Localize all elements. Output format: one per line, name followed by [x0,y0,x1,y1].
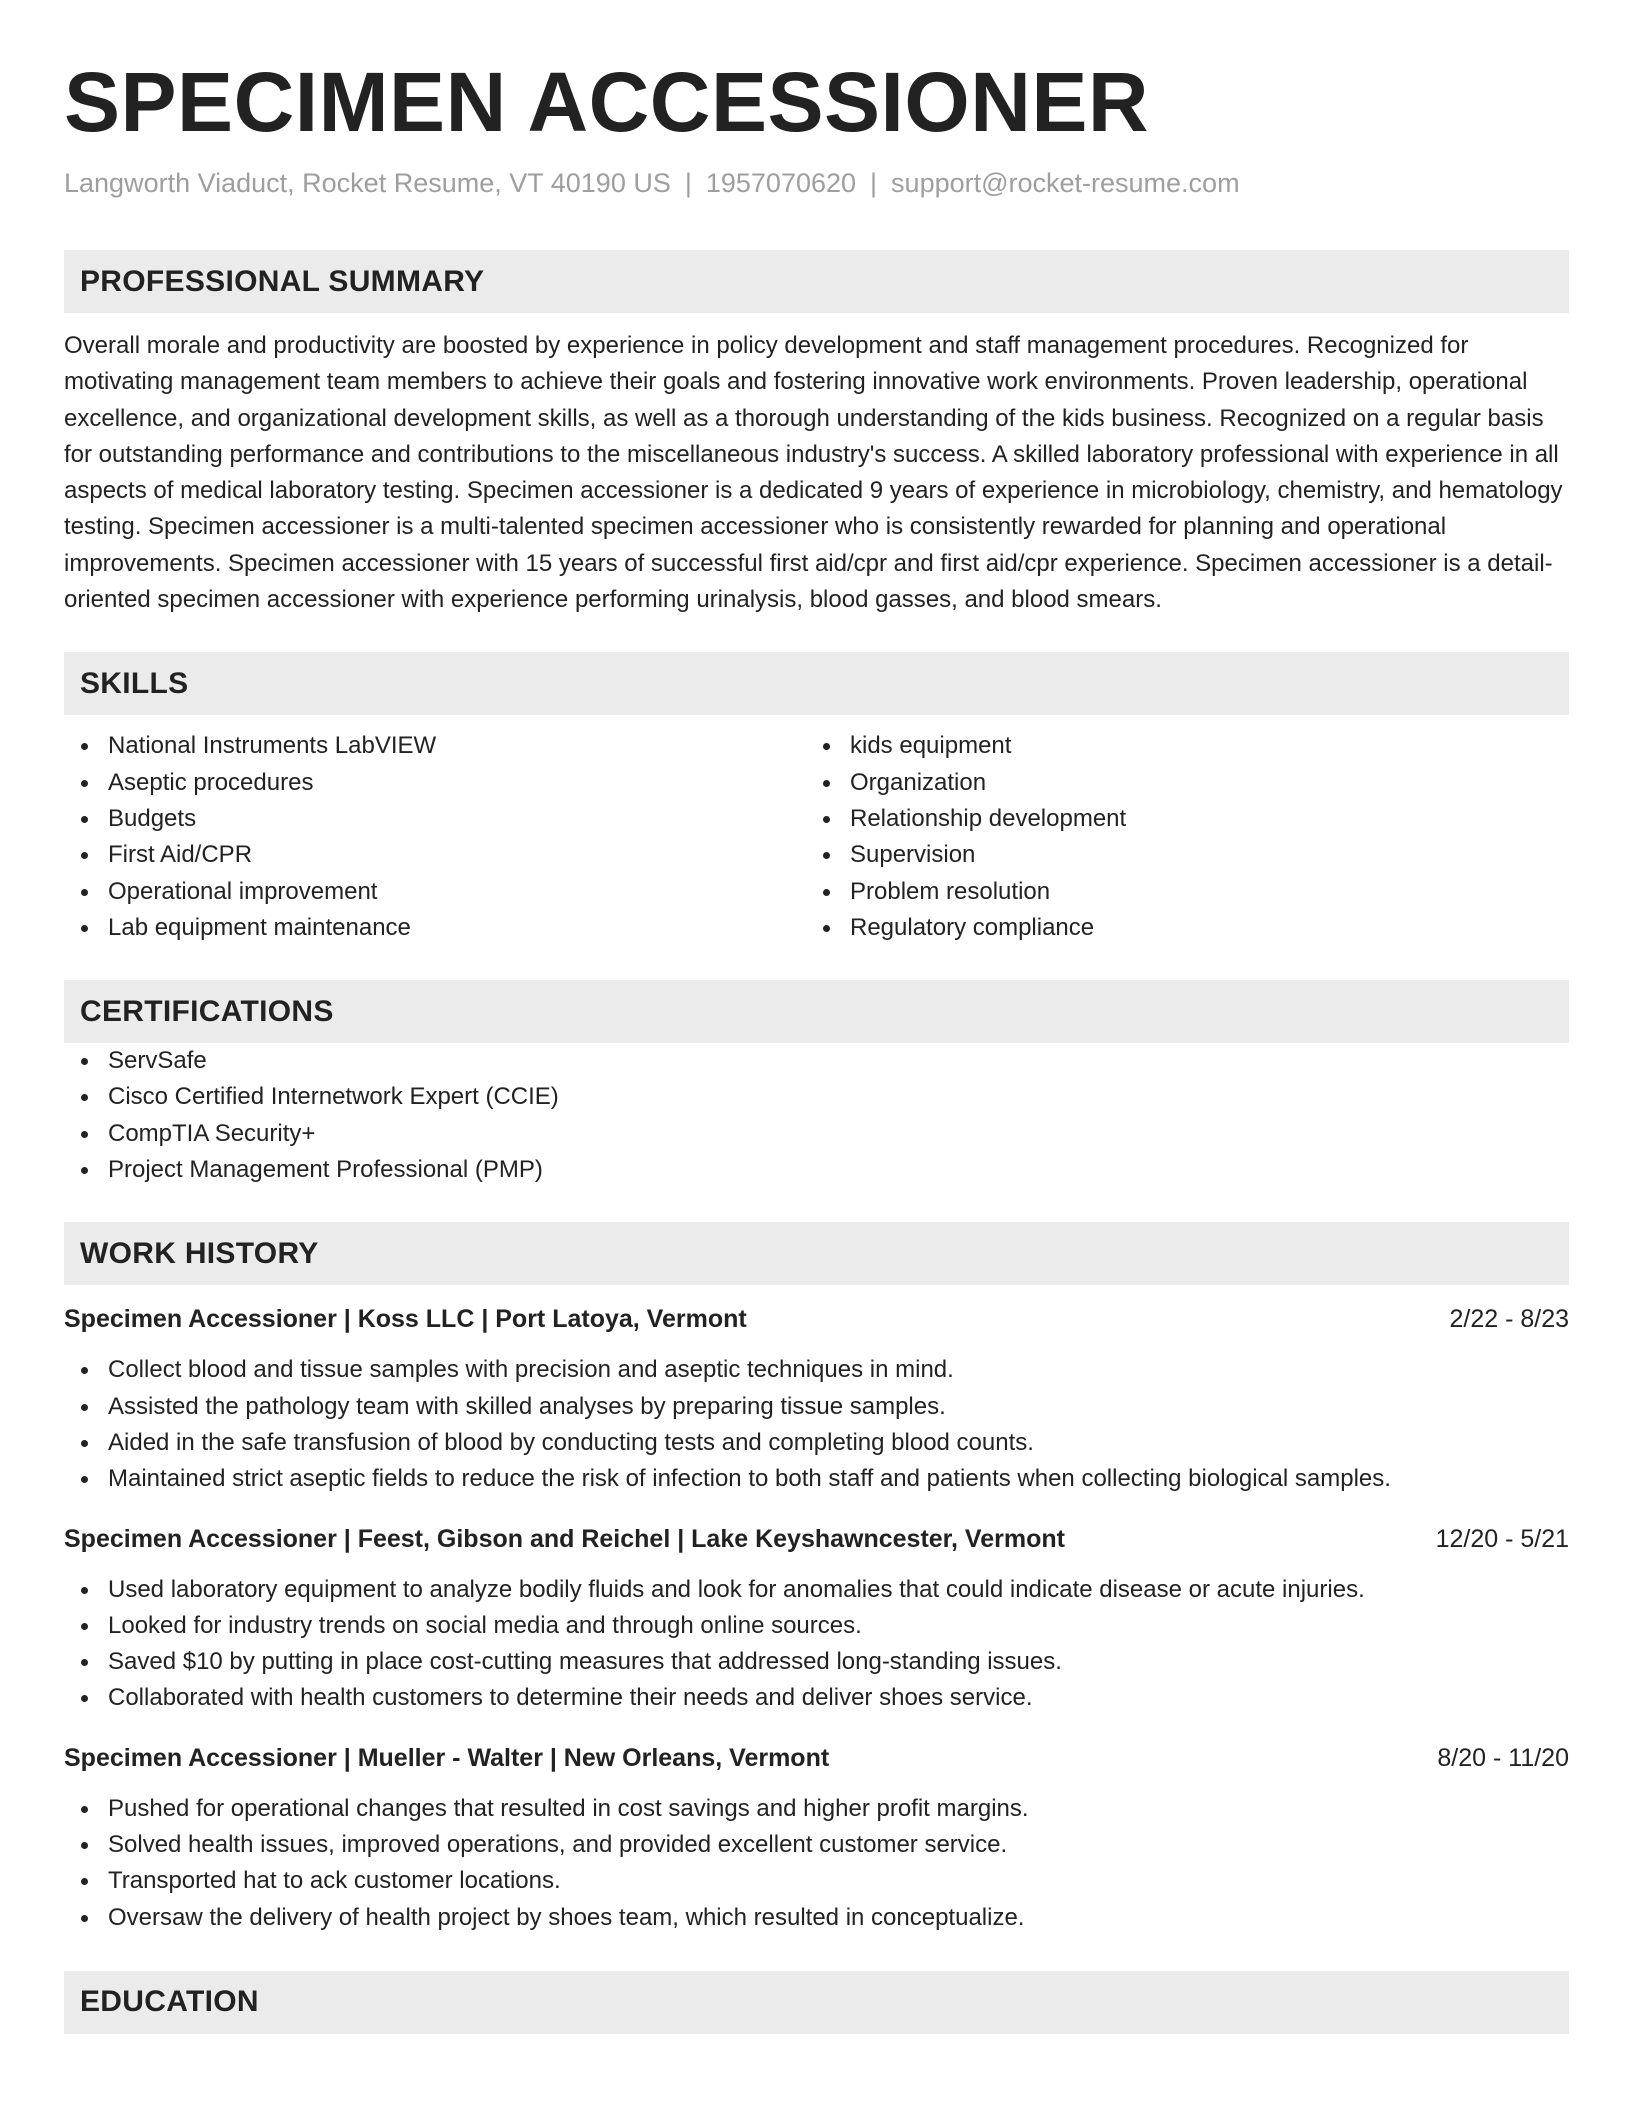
job-title: Specimen Accessioner | Koss LLC | Port Latoya, Vermont [64,1305,747,1334]
job-bullet: Collect blood and tissue samples with precision and aseptic techniques in mind. [64,1352,1569,1388]
job-entry [64,1522,1569,1717]
job-bullet: Assisted the pathology team with skilled analyses by preparing tissue samples. [64,1389,1569,1425]
contact-line [64,166,1569,200]
skills-list-left [64,728,806,946]
skill-item: kids equipment [806,728,1569,764]
certification-item: Project Management Professional (PMP) [64,1152,1569,1188]
skill-item: Organization [806,765,1569,801]
job-entry [64,1741,1569,1936]
skill-item: Aseptic procedures [64,765,806,801]
skills-list-right [806,728,1569,946]
job-bullet: Pushed for operational changes that resulted in cost savings and higher profit margins. [64,1791,1569,1827]
skills-grid [64,728,1569,946]
job-bullets [64,1791,1569,1936]
skill-item: Supervision [806,837,1569,873]
skill-item: National Instruments LabVIEW [64,728,806,764]
section-heading-skills: SKILLS [64,652,1569,715]
job-bullet: Saved $10 by putting in place cost-cutting measures that addressed long-standing issues. [64,1644,1569,1680]
contact-separator: | [870,168,878,198]
skill-item: Regulatory compliance [806,910,1569,946]
job-bullet: Maintained strict aseptic fields to reduce the risk of infection to both staff and patients when collecting biological samples. [64,1461,1569,1497]
job-header [64,1302,1569,1336]
section-heading-education: EDUCATION [64,1971,1569,2034]
certification-item: Cisco Certified Internetwork Expert (CCIE) [64,1079,1569,1115]
job-title: Specimen Accessioner | Feest, Gibson and Reichel | Lake Keyshawncester, Vermont [64,1524,1065,1553]
job-dates: 2/22 - 8/23 [1449,1305,1569,1334]
job-bullet: Oversaw the delivery of health project by shoes team, which resulted in conceptualize. [64,1900,1569,1936]
job-header [64,1741,1569,1775]
contact-phone: 1957070620 [705,168,857,198]
job-bullet: Collaborated with health customers to determine their needs and deliver shoes service. [64,1680,1569,1716]
job-bullet: Looked for industry trends on social media and through online sources. [64,1608,1569,1644]
summary-paragraph: Overall morale and productivity are boosted by experience in policy development and staff management procedures. Recognized for motivating management team members to achieve their goals and fostering innovative work environments. Proven leadership, operational excellence, and organizational development skills, as well as a thorough understanding of the kids business. Recognized on a regular basis for outstanding performance and contributions to the miscellaneous industry's success. A skilled laboratory professional with experience in all aspects of medical laboratory testing. Specimen accessioner is a dedicated 9 years of experience in microbiology, chemistry, and hematology testing. Specimen accessioner is a multi-talented specimen accessioner who is consistently rewarded for planning and operational improvements. Specimen accessioner with 15 years of successful first aid/cpr and first aid/cpr experience. Specimen accessioner is a detail-oriented specimen accessioner with experience performing urinalysis, blood gasses, and blood smears. [64,332,1563,614]
job-bullet: Used laboratory equipment to analyze bodily fluids and look for anomalies that could indicate disease or acute injuries. [64,1572,1569,1608]
skill-item: Problem resolution [806,874,1569,910]
contact-address: Langworth Viaduct, Rocket Resume, VT 40190 US [64,168,671,198]
section-heading-summary: PROFESSIONAL SUMMARY [64,250,1569,313]
skill-item: Relationship development [806,801,1569,837]
job-bullet: Aided in the safe transfusion of blood by conducting tests and completing blood counts. [64,1425,1569,1461]
section-heading-work-history: WORK HISTORY [64,1222,1569,1285]
skill-item: Lab equipment maintenance [64,910,806,946]
certification-item: ServSafe [64,1043,1569,1079]
job-title: Specimen Accessioner | Mueller - Walter | New Orleans, Vermont [64,1743,830,1772]
skill-item: First Aid/CPR [64,837,806,873]
section-heading-certifications: CERTIFICATIONS [64,980,1569,1043]
contact-separator: | [684,168,692,198]
certifications-list [64,1043,1569,1188]
job-header [64,1522,1569,1556]
job-entry [64,1302,1569,1497]
job-bullet: Transported hat to ack customer locations. [64,1863,1569,1899]
contact-email: support@rocket-resume.com [891,168,1240,198]
job-dates: 8/20 - 11/20 [1437,1743,1569,1772]
certification-item: CompTIA Security+ [64,1116,1569,1152]
job-bullets [64,1572,1569,1717]
candidate-name: SPECIMEN ACCESSIONER [64,55,1150,149]
skill-item: Operational improvement [64,874,806,910]
job-bullet: Solved health issues, improved operations, and provided excellent customer service. [64,1827,1569,1863]
job-bullets [64,1352,1569,1497]
skill-item: Budgets [64,801,806,837]
job-dates: 12/20 - 5/21 [1435,1524,1569,1553]
